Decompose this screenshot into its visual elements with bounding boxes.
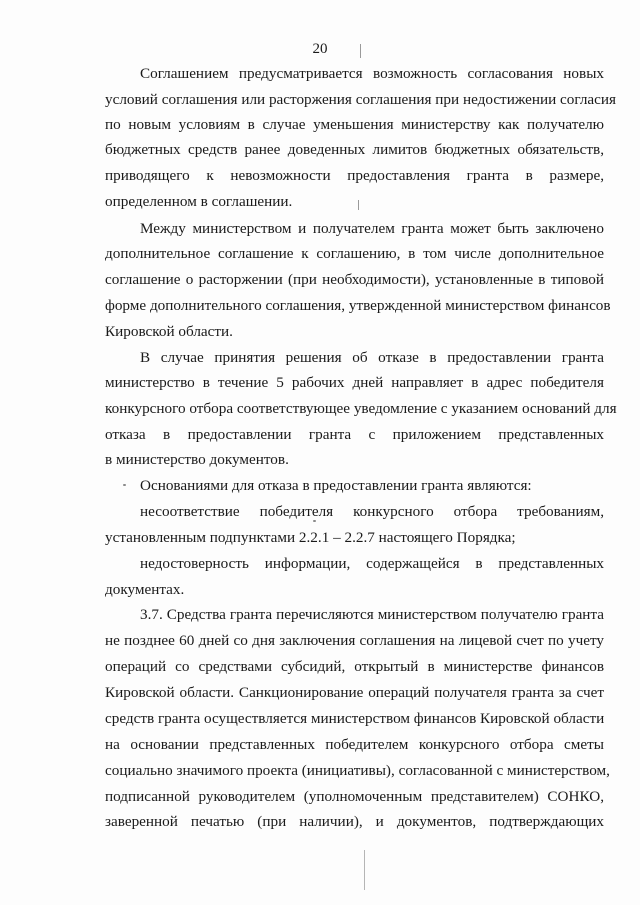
text-line: социально значимого проекта (инициативы), согласованной с министерством,	[105, 762, 610, 779]
scan-artifact-mark	[364, 850, 365, 890]
text-line: Кировской области.	[105, 323, 233, 340]
text-line: приводящего к невозможности предоставления гранта в размере,	[105, 167, 604, 184]
text-line: форме дополнительного соглашения, утвержденной министерством финансов	[105, 297, 611, 314]
scan-artifact-mark	[358, 200, 359, 210]
text-line: документах.	[105, 581, 185, 598]
text-line: Кировской области. Санкционирование операций получателя гранта за счет	[105, 684, 604, 701]
text-line: не позднее 60 дней со дня заключения соглашения на лицевой счет по учету	[105, 632, 604, 649]
text-line: средств гранта осуществляется министерством финансов Кировской области	[105, 710, 605, 727]
text-line: В случае принятия решения об отказе в предоставлении гранта	[140, 349, 604, 366]
scan-artifact-dot	[123, 484, 126, 486]
text-line: на основании представленных победителем конкурсного отбора сметы	[105, 736, 604, 753]
text-line: определенном в соглашении.	[105, 193, 293, 210]
text-line: отказа в предоставлении гранта с приложением представленных	[105, 426, 604, 443]
text-line: бюджетных средств ранее доведенных лимитов бюджетных обязательств,	[105, 141, 604, 158]
text-line: недостоверность информации, содержащейся в представленных	[140, 555, 604, 572]
scan-artifact-mark	[360, 44, 361, 58]
page-number: 20	[312, 41, 328, 57]
scan-artifact-dot	[313, 520, 316, 522]
text-line: заверенной печатью (при наличии), и документов, подтверждающих	[105, 813, 604, 830]
text-line: министерство в течение 5 рабочих дней направляет в адрес победителя	[105, 374, 604, 391]
text-line: условий соглашения или расторжения соглашения при недостижении согласия	[105, 91, 617, 108]
text-line: Основаниями для отказа в предоставлении гранта являются:	[140, 477, 532, 494]
text-line: Между министерством и получателем гранта может быть заключено	[140, 220, 604, 237]
text-line: установленным подпунктами 2.2.1 – 2.2.7 настоящего Порядка;	[105, 529, 516, 546]
text-line: несоответствие победителя конкурсного отбора требованиям,	[140, 503, 604, 520]
text-line: Соглашением предусматривается возможность согласования новых	[140, 65, 604, 82]
text-line: 3.7. Средства гранта перечисляются министерством получателю гранта	[140, 606, 604, 623]
text-line: по новым условиям в случае уменьшения министерству как получателю	[105, 116, 604, 133]
text-line: подписанной руководителем (уполномоченным представителем) СОНКО,	[105, 788, 604, 805]
text-line: дополнительное соглашение к соглашению, в том числе дополнительное	[105, 245, 604, 262]
text-line: соглашение о расторжении (при необходимости), установленные в типовой	[105, 271, 604, 288]
text-line: в министерство документов.	[105, 451, 289, 468]
text-line: операций со средствами субсидий, открытый в министерстве финансов	[105, 658, 604, 675]
text-line: конкурсного отбора соответствующее уведомление с указанием оснований для	[105, 400, 617, 417]
